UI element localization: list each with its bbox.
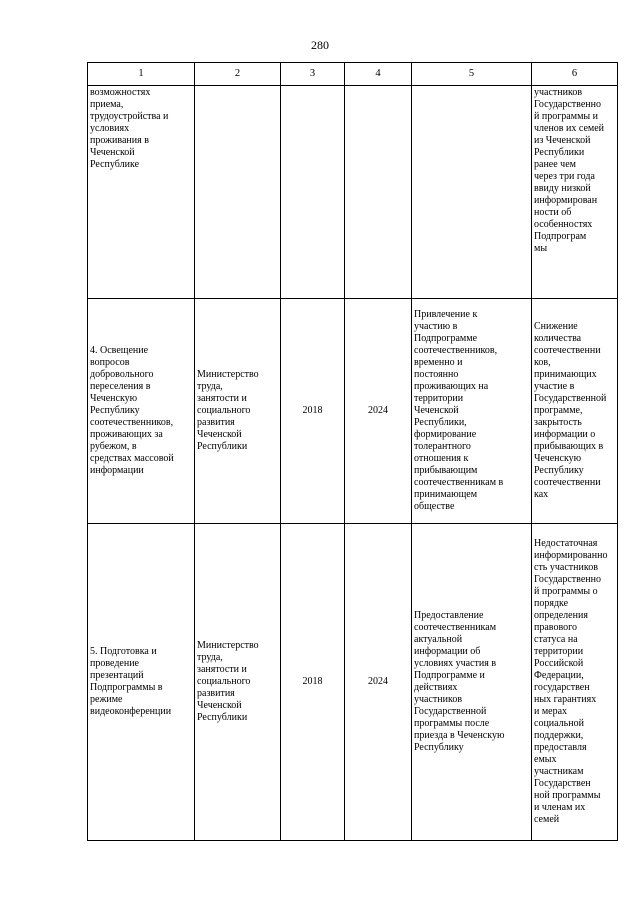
table-row [88,299,618,524]
end-year-cell: 2024 [345,299,412,524]
header-cell-4: 4 [345,63,412,86]
page-number: 280 [311,38,329,52]
executor-cell [195,86,281,299]
header-cell-2: 2 [195,63,281,86]
executor-cell: Министерство труда, занятости и социального развития Чеченской Республики [195,524,281,841]
executor-cell: Министерство труда, занятости и социального развития Чеченской Республики [195,299,281,524]
header-cell-3: 3 [281,63,345,86]
measure-cell: 4. Освещение вопросов добровольного переселения в Чеченскую Республику соотечественников, проживающих за рубежом, в средствах массовой информации [88,299,195,524]
start-year-cell [281,86,345,299]
end-year-cell [345,86,412,299]
start-year-cell: 2018 [281,524,345,841]
consequence-cell: Недостаточная информированно сть участников Государственно й программы о порядке определения правового статуса на территории Российской Федерации, государствен ных гарантиях и мерах социальной поддержки, предоставля емых участникам Государствен ной программы и членам их семей [532,524,618,841]
start-year-cell: 2018 [281,299,345,524]
expected-result-cell: Привлечение к участию в Подпрограмме соотечественников, временно и постоянно проживающих на территории Чеченской Республики, формирование толерантного отношения к прибывающим соотечественникам в принимающем обществе [412,299,532,524]
table-row [88,524,618,841]
expected-result-cell [412,86,532,299]
expected-result-cell: Предоставление соотечественникам актуальной информации об условиях участия в Подпрограмме и действиях участников Государственной программы после приезда в Чеченскую Республику [412,524,532,841]
end-year-cell: 2024 [345,524,412,841]
header-cell-5: 5 [412,63,532,86]
measure-cell: 5. Подготовка и проведение презентаций Подпрограммы в режиме видеоконференции [88,524,195,841]
table-header-row [88,63,618,86]
consequence-cell: участников Государственно й программы и членов их семей из Чеченской Республики ранее чем через три года ввиду низкой информирован ности об особенностях Подпрограм мы [532,86,618,299]
measure-cell: возможностях приема, трудоустройства и условиях проживания в Чеченской Республике [88,86,195,299]
table-row [88,86,618,299]
consequence-cell: Снижение количества соотечественни ков, принимающих участие в Государственной программе, закрытость информации о прибывающих в Чеченскую Республику соотечественни ках [532,299,618,524]
header-cell-1: 1 [88,63,195,86]
program-measures-table [87,62,618,841]
header-cell-6: 6 [532,63,618,86]
